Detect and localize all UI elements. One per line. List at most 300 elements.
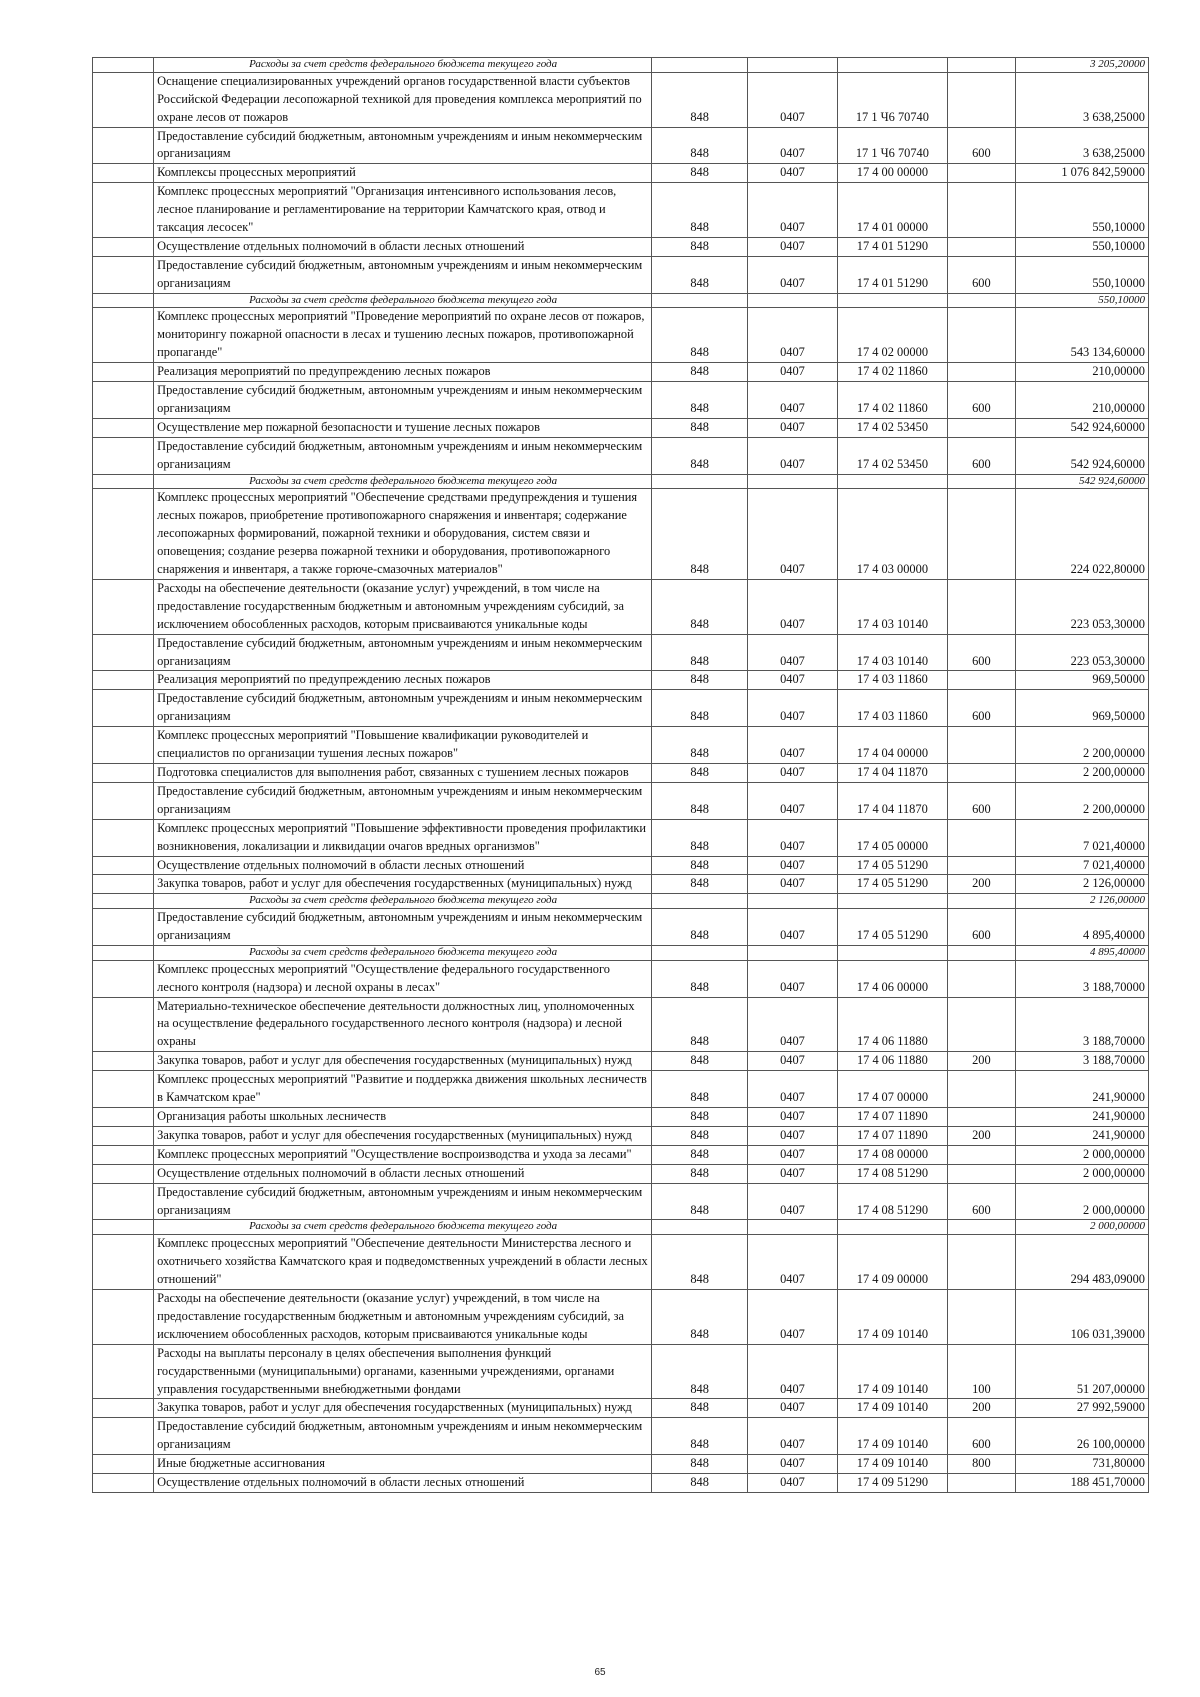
ministry-code-cell: 848 [652, 875, 748, 894]
section-code-cell: 0407 [748, 1108, 838, 1127]
table-row [93, 1183, 1149, 1220]
empty-cell [93, 293, 154, 308]
empty-cell [93, 634, 154, 671]
ministry-code-cell: 848 [652, 764, 748, 783]
section-code-cell: 0407 [748, 1164, 838, 1183]
table-row [93, 1344, 1149, 1399]
section-code-cell: 0407 [748, 1183, 838, 1220]
target-article-cell: 17 4 06 11880 [837, 997, 947, 1052]
expense-type-cell [948, 579, 1016, 634]
amount-cell: 2 200,00000 [1015, 782, 1148, 819]
description-cell: Оснащение специализированных учреждений органов государственной власти субъектов Российской Федерации лесопожарной техникой для проведения комплекса мероприятий по охране лесов от пожаров [154, 72, 652, 127]
table-row [93, 489, 1149, 580]
description-cell: Комплекс процессных мероприятий "Организация интенсивного использования лесов, лесное планирование и регламентирование на территории Камчатского края, отвод и таксация лесосек" [154, 183, 652, 238]
description-cell: Предоставление субсидий бюджетным, автономным учреждениям и иным некоммерческим организациям [154, 382, 652, 419]
table-row [93, 363, 1149, 382]
description-cell: Осуществление отдельных полномочий в области лесных отношений [154, 856, 652, 875]
empty-cell [93, 1474, 154, 1493]
ministry-code-cell: 848 [652, 1183, 748, 1220]
amount-cell: 3 638,25000 [1015, 72, 1148, 127]
ministry-code-cell: 848 [652, 782, 748, 819]
amount-cell: 224 022,80000 [1015, 489, 1148, 580]
target-article-cell: 17 4 02 11860 [837, 363, 947, 382]
section-code-cell: 0407 [748, 671, 838, 690]
expense-type-cell: 600 [948, 690, 1016, 727]
empty-cell [93, 382, 154, 419]
section-code-cell: 0407 [748, 1418, 838, 1455]
expense-type-cell [948, 727, 1016, 764]
expense-type-cell: 200 [948, 1052, 1016, 1071]
expense-type-cell [948, 164, 1016, 183]
table-row [93, 1399, 1149, 1418]
description-cell: Расходы за счет средств федерального бюджета текущего года [154, 58, 652, 73]
target-article-cell: 17 1 Ч6 70740 [837, 72, 947, 127]
table-row [93, 634, 1149, 671]
description-cell: Иные бюджетные ассигнования [154, 1455, 652, 1474]
description-cell: Предоставление субсидий бюджетным, автономным учреждениям и иным некоммерческим организациям [154, 256, 652, 293]
expense-type-cell: 100 [948, 1344, 1016, 1399]
description-cell: Расходы на обеспечение деятельности (оказание услуг) учреждений, в том числе на предоставление государственным бюджетным и автономным учреждениям субсидий, за исключением обособленных расходов, которым присваиваются уникальные коды [154, 1289, 652, 1344]
expense-type-cell [948, 418, 1016, 437]
section-code-cell: 0407 [748, 579, 838, 634]
empty-cell [93, 782, 154, 819]
section-code-cell: 0407 [748, 308, 838, 363]
section-code-cell: 0407 [748, 1235, 838, 1290]
description-cell: Расходы за счет средств федерального бюджета текущего года [154, 894, 652, 909]
description-cell: Закупка товаров, работ и услуг для обеспечения государственных (муниципальных) нужд [154, 1126, 652, 1145]
table-row [93, 72, 1149, 127]
target-article-cell: 17 4 00 00000 [837, 164, 947, 183]
empty-cell [93, 1126, 154, 1145]
table-row [93, 256, 1149, 293]
empty-cell [93, 127, 154, 164]
description-cell: Расходы на выплаты персоналу в целях обеспечения выполнения функций государственными (муниципальными) органами, казенными учреждениями, органами управления государственными внебюджетными фондами [154, 1344, 652, 1399]
description-cell: Комплексы процессных мероприятий [154, 164, 652, 183]
description-cell: Расходы за счет средств федерального бюджета текущего года [154, 1220, 652, 1235]
amount-cell: 1 076 842,59000 [1015, 164, 1148, 183]
section-code-cell: 0407 [748, 1399, 838, 1418]
table-row [93, 782, 1149, 819]
amount-cell: 969,50000 [1015, 671, 1148, 690]
table-row [93, 1474, 1149, 1493]
expense-type-cell [948, 363, 1016, 382]
empty-cell [93, 474, 154, 489]
table-body [93, 58, 1149, 1493]
ministry-code-cell: 848 [652, 1474, 748, 1493]
empty-cell [93, 894, 154, 909]
target-article-cell: 17 4 05 51290 [837, 909, 947, 946]
section-code-cell: 0407 [748, 1071, 838, 1108]
amount-cell: 106 031,39000 [1015, 1289, 1148, 1344]
description-cell: Организация работы школьных лесничеств [154, 1108, 652, 1127]
description-cell: Комплекс процессных мероприятий "Осуществление воспроизводства и ухода за лесами" [154, 1145, 652, 1164]
table-row [93, 164, 1149, 183]
empty-cell [93, 1399, 154, 1418]
section-code-cell [748, 293, 838, 308]
federal-budget-row [93, 58, 1149, 73]
expense-type-cell [948, 1145, 1016, 1164]
target-article-cell: 17 4 06 11880 [837, 1052, 947, 1071]
expense-type-cell: 600 [948, 256, 1016, 293]
empty-cell [93, 1108, 154, 1127]
target-article-cell: 17 4 02 00000 [837, 308, 947, 363]
expense-type-cell [948, 293, 1016, 308]
table-row [93, 1289, 1149, 1344]
table-row [93, 819, 1149, 856]
expense-type-cell [948, 1289, 1016, 1344]
empty-cell [93, 1220, 154, 1235]
description-cell: Предоставление субсидий бюджетным, автономным учреждениям и иным некоммерческим организациям [154, 782, 652, 819]
expense-type-cell [948, 58, 1016, 73]
section-code-cell: 0407 [748, 690, 838, 727]
target-article-cell: 17 4 04 11870 [837, 782, 947, 819]
empty-cell [93, 183, 154, 238]
description-cell: Реализация мероприятий по предупреждению лесных пожаров [154, 671, 652, 690]
expense-type-cell [948, 1071, 1016, 1108]
expense-type-cell: 600 [948, 437, 1016, 474]
section-code-cell: 0407 [748, 1145, 838, 1164]
expense-type-cell [948, 1164, 1016, 1183]
section-code-cell: 0407 [748, 164, 838, 183]
ministry-code-cell: 848 [652, 1071, 748, 1108]
federal-budget-row [93, 945, 1149, 960]
empty-cell [93, 1145, 154, 1164]
expense-type-cell [948, 183, 1016, 238]
amount-cell: 7 021,40000 [1015, 856, 1148, 875]
empty-cell [93, 1071, 154, 1108]
amount-cell: 2 200,00000 [1015, 764, 1148, 783]
target-article-cell: 17 4 08 51290 [837, 1183, 947, 1220]
empty-cell [93, 579, 154, 634]
target-article-cell: 17 4 09 10140 [837, 1344, 947, 1399]
amount-cell: 210,00000 [1015, 382, 1148, 419]
expense-type-cell: 600 [948, 1183, 1016, 1220]
target-article-cell: 17 4 08 00000 [837, 1145, 947, 1164]
empty-cell [93, 690, 154, 727]
expense-type-cell [948, 72, 1016, 127]
ministry-code-cell: 848 [652, 1145, 748, 1164]
amount-cell: 542 924,60000 [1015, 437, 1148, 474]
target-article-cell: 17 4 02 53450 [837, 418, 947, 437]
description-cell: Комплекс процессных мероприятий "Развитие и поддержка движения школьных лесничеств в Камчатском крае" [154, 1071, 652, 1108]
description-cell: Осуществление отдельных полномочий в области лесных отношений [154, 1164, 652, 1183]
target-article-cell: 17 4 09 51290 [837, 1474, 947, 1493]
section-code-cell: 0407 [748, 437, 838, 474]
ministry-code-cell: 848 [652, 1289, 748, 1344]
ministry-code-cell [652, 945, 748, 960]
table-row [93, 1126, 1149, 1145]
amount-cell: 27 992,59000 [1015, 1399, 1148, 1418]
table-row [93, 382, 1149, 419]
amount-cell: 3 188,70000 [1015, 1052, 1148, 1071]
amount-cell: 2 000,00000 [1015, 1220, 1148, 1235]
target-article-cell: 17 4 05 00000 [837, 819, 947, 856]
ministry-code-cell: 848 [652, 382, 748, 419]
amount-cell: 188 451,70000 [1015, 1474, 1148, 1493]
ministry-code-cell: 848 [652, 856, 748, 875]
ministry-code-cell: 848 [652, 579, 748, 634]
amount-cell: 4 895,40000 [1015, 909, 1148, 946]
section-code-cell: 0407 [748, 856, 838, 875]
table-row [93, 856, 1149, 875]
expense-type-cell [948, 671, 1016, 690]
ministry-code-cell: 848 [652, 127, 748, 164]
ministry-code-cell: 848 [652, 671, 748, 690]
ministry-code-cell: 848 [652, 1126, 748, 1145]
expense-type-cell [948, 764, 1016, 783]
table-row [93, 1052, 1149, 1071]
empty-cell [93, 1344, 154, 1399]
amount-cell: 550,10000 [1015, 183, 1148, 238]
table-row [93, 418, 1149, 437]
ministry-code-cell: 848 [652, 489, 748, 580]
ministry-code-cell: 848 [652, 418, 748, 437]
ministry-code-cell: 848 [652, 1052, 748, 1071]
description-cell: Предоставление субсидий бюджетным, автономным учреждениям и иным некоммерческим организациям [154, 1418, 652, 1455]
amount-cell: 550,10000 [1015, 237, 1148, 256]
ministry-code-cell: 848 [652, 437, 748, 474]
expense-type-cell: 600 [948, 382, 1016, 419]
target-article-cell: 17 4 09 00000 [837, 1235, 947, 1290]
section-code-cell: 0407 [748, 237, 838, 256]
table-row [93, 1164, 1149, 1183]
description-cell: Осуществление мер пожарной безопасности и тушение лесных пожаров [154, 418, 652, 437]
ministry-code-cell [652, 1220, 748, 1235]
target-article-cell: 17 4 05 51290 [837, 856, 947, 875]
description-cell: Закупка товаров, работ и услуг для обеспечения государственных (муниципальных) нужд [154, 1399, 652, 1418]
amount-cell: 542 924,60000 [1015, 474, 1148, 489]
description-cell: Предоставление субсидий бюджетным, автономным учреждениям и иным некоммерческим организациям [154, 1183, 652, 1220]
ministry-code-cell: 848 [652, 256, 748, 293]
target-article-cell: 17 4 02 53450 [837, 437, 947, 474]
empty-cell [93, 1052, 154, 1071]
table-row [93, 1145, 1149, 1164]
table-row [93, 909, 1149, 946]
description-cell: Расходы за счет средств федерального бюджета текущего года [154, 945, 652, 960]
empty-cell [93, 671, 154, 690]
description-cell: Осуществление отдельных полномочий в области лесных отношений [154, 1474, 652, 1493]
expense-type-cell [948, 1474, 1016, 1493]
description-cell: Комплекс процессных мероприятий "Осуществление федерального государственного лесного контроля (надзора) и лесной охраны в лесах" [154, 960, 652, 997]
description-cell: Предоставление субсидий бюджетным, автономным учреждениям и иным некоммерческим организациям [154, 909, 652, 946]
expense-type-cell [948, 1220, 1016, 1235]
empty-cell [93, 1164, 154, 1183]
section-code-cell: 0407 [748, 72, 838, 127]
amount-cell: 969,50000 [1015, 690, 1148, 727]
expense-type-cell: 200 [948, 875, 1016, 894]
description-cell: Расходы за счет средств федерального бюджета текущего года [154, 474, 652, 489]
amount-cell: 2 000,00000 [1015, 1183, 1148, 1220]
table-row [93, 690, 1149, 727]
empty-cell [93, 72, 154, 127]
table-row [93, 1108, 1149, 1127]
target-article-cell [837, 945, 947, 960]
federal-budget-row [93, 474, 1149, 489]
target-article-cell: 17 4 04 00000 [837, 727, 947, 764]
expense-type-cell [948, 819, 1016, 856]
target-article-cell: 17 4 02 11860 [837, 382, 947, 419]
description-cell: Расходы за счет средств федерального бюджета текущего года [154, 293, 652, 308]
ministry-code-cell: 848 [652, 1399, 748, 1418]
expense-type-cell: 200 [948, 1126, 1016, 1145]
description-cell: Комплекс процессных мероприятий "Обеспечение средствами предупреждения и тушения лесных пожаров, приобретение противопожарного снаряжения и инвентаря; содержание лесопожарных формирований, пожарной техники и оборудования, систем связи и оповещения; создание резерва пожарной техники и оборудования, противопожарного снаряжения и инвентаря, а также горюче-смазочных материалов" [154, 489, 652, 580]
section-code-cell: 0407 [748, 997, 838, 1052]
amount-cell: 550,10000 [1015, 293, 1148, 308]
table-row [93, 875, 1149, 894]
description-cell: Комплекс процессных мероприятий "Повышение эффективности проведения профилактики возникновения, локализации и ликвидации очагов вредных организмов" [154, 819, 652, 856]
target-article-cell: 17 4 03 10140 [837, 579, 947, 634]
amount-cell: 26 100,00000 [1015, 1418, 1148, 1455]
description-cell: Расходы на обеспечение деятельности (оказание услуг) учреждений, в том числе на предоставление государственным бюджетным и автономным учреждениям субсидий, за исключением обособленных расходов, которым присваиваются уникальные коды [154, 579, 652, 634]
section-code-cell: 0407 [748, 875, 838, 894]
table-row [93, 579, 1149, 634]
amount-cell: 542 924,60000 [1015, 418, 1148, 437]
empty-cell [93, 819, 154, 856]
amount-cell: 2 200,00000 [1015, 727, 1148, 764]
table-row [93, 127, 1149, 164]
expense-type-cell [948, 1108, 1016, 1127]
empty-cell [93, 256, 154, 293]
section-code-cell: 0407 [748, 634, 838, 671]
section-code-cell: 0407 [748, 382, 838, 419]
target-article-cell: 17 4 03 00000 [837, 489, 947, 580]
empty-cell [93, 875, 154, 894]
ministry-code-cell: 848 [652, 1108, 748, 1127]
amount-cell: 2 126,00000 [1015, 894, 1148, 909]
expense-type-cell: 600 [948, 634, 1016, 671]
empty-cell [93, 308, 154, 363]
empty-cell [93, 164, 154, 183]
section-code-cell [748, 1220, 838, 1235]
ministry-code-cell: 848 [652, 690, 748, 727]
ministry-code-cell: 848 [652, 1235, 748, 1290]
target-article-cell: 17 4 03 11860 [837, 671, 947, 690]
expense-type-cell [948, 237, 1016, 256]
description-cell: Подготовка специалистов для выполнения работ, связанных с тушением лесных пожаров [154, 764, 652, 783]
expense-type-cell [948, 474, 1016, 489]
target-article-cell [837, 1220, 947, 1235]
target-article-cell: 17 4 05 51290 [837, 875, 947, 894]
table-row [93, 1455, 1149, 1474]
empty-cell [93, 1183, 154, 1220]
section-code-cell: 0407 [748, 418, 838, 437]
ministry-code-cell: 848 [652, 308, 748, 363]
expense-type-cell [948, 489, 1016, 580]
target-article-cell: 17 4 08 51290 [837, 1164, 947, 1183]
ministry-code-cell: 848 [652, 237, 748, 256]
amount-cell: 2 000,00000 [1015, 1164, 1148, 1183]
table-row [93, 997, 1149, 1052]
section-code-cell: 0407 [748, 1474, 838, 1493]
amount-cell: 543 134,60000 [1015, 308, 1148, 363]
ministry-code-cell [652, 474, 748, 489]
empty-cell [93, 437, 154, 474]
amount-cell: 550,10000 [1015, 256, 1148, 293]
target-article-cell: 17 4 01 00000 [837, 183, 947, 238]
ministry-code-cell: 848 [652, 363, 748, 382]
ministry-code-cell: 848 [652, 1455, 748, 1474]
expense-type-cell: 200 [948, 1399, 1016, 1418]
empty-cell [93, 418, 154, 437]
amount-cell: 3 638,25000 [1015, 127, 1148, 164]
empty-cell [93, 960, 154, 997]
section-code-cell: 0407 [748, 1289, 838, 1344]
federal-budget-row [93, 1220, 1149, 1235]
target-article-cell: 17 4 07 11890 [837, 1108, 947, 1127]
target-article-cell: 17 4 09 10140 [837, 1399, 947, 1418]
empty-cell [93, 764, 154, 783]
expense-type-cell [948, 894, 1016, 909]
table-row [93, 1235, 1149, 1290]
empty-cell [93, 727, 154, 764]
ministry-code-cell: 848 [652, 1344, 748, 1399]
amount-cell: 3 188,70000 [1015, 960, 1148, 997]
table-row [93, 1071, 1149, 1108]
expense-type-cell [948, 960, 1016, 997]
section-code-cell: 0407 [748, 183, 838, 238]
target-article-cell: 17 4 06 00000 [837, 960, 947, 997]
ministry-code-cell [652, 293, 748, 308]
description-cell: Осуществление отдельных полномочий в области лесных отношений [154, 237, 652, 256]
amount-cell: 4 895,40000 [1015, 945, 1148, 960]
budget-table [92, 57, 1149, 1493]
expense-type-cell [948, 945, 1016, 960]
section-code-cell: 0407 [748, 1455, 838, 1474]
section-code-cell: 0407 [748, 782, 838, 819]
ministry-code-cell [652, 894, 748, 909]
section-code-cell: 0407 [748, 489, 838, 580]
section-code-cell: 0407 [748, 909, 838, 946]
amount-cell: 294 483,09000 [1015, 1235, 1148, 1290]
target-article-cell: 17 4 09 10140 [837, 1289, 947, 1344]
expense-type-cell [948, 856, 1016, 875]
description-cell: Предоставление субсидий бюджетным, автономным учреждениям и иным некоммерческим организациям [154, 690, 652, 727]
target-article-cell [837, 894, 947, 909]
table-row [93, 308, 1149, 363]
expense-type-cell: 600 [948, 1418, 1016, 1455]
empty-cell [93, 997, 154, 1052]
section-code-cell [748, 474, 838, 489]
section-code-cell: 0407 [748, 127, 838, 164]
empty-cell [93, 909, 154, 946]
ministry-code-cell: 848 [652, 634, 748, 671]
target-article-cell [837, 58, 947, 73]
ministry-code-cell: 848 [652, 997, 748, 1052]
expense-type-cell: 800 [948, 1455, 1016, 1474]
table-row [93, 960, 1149, 997]
ministry-code-cell: 848 [652, 819, 748, 856]
ministry-code-cell: 848 [652, 909, 748, 946]
empty-cell [93, 1289, 154, 1344]
target-article-cell: 17 4 09 10140 [837, 1418, 947, 1455]
table-row [93, 727, 1149, 764]
amount-cell: 2 126,00000 [1015, 875, 1148, 894]
ministry-code-cell: 848 [652, 183, 748, 238]
target-article-cell: 17 4 03 10140 [837, 634, 947, 671]
expense-type-cell: 600 [948, 782, 1016, 819]
target-article-cell: 17 4 01 51290 [837, 256, 947, 293]
expense-type-cell: 600 [948, 909, 1016, 946]
target-article-cell: 17 4 04 11870 [837, 764, 947, 783]
table-row [93, 1418, 1149, 1455]
federal-budget-row [93, 293, 1149, 308]
amount-cell: 223 053,30000 [1015, 634, 1148, 671]
ministry-code-cell: 848 [652, 960, 748, 997]
description-cell: Комплекс процессных мероприятий "Проведение мероприятий по охране лесов от пожаров, мониторингу пожарной опасности в лесах и тушению лесных пожаров, противопожарной пропаганде" [154, 308, 652, 363]
description-cell: Закупка товаров, работ и услуг для обеспечения государственных (муниципальных) нужд [154, 875, 652, 894]
target-article-cell [837, 293, 947, 308]
description-cell: Предоставление субсидий бюджетным, автономным учреждениям и иным некоммерческим организациям [154, 634, 652, 671]
